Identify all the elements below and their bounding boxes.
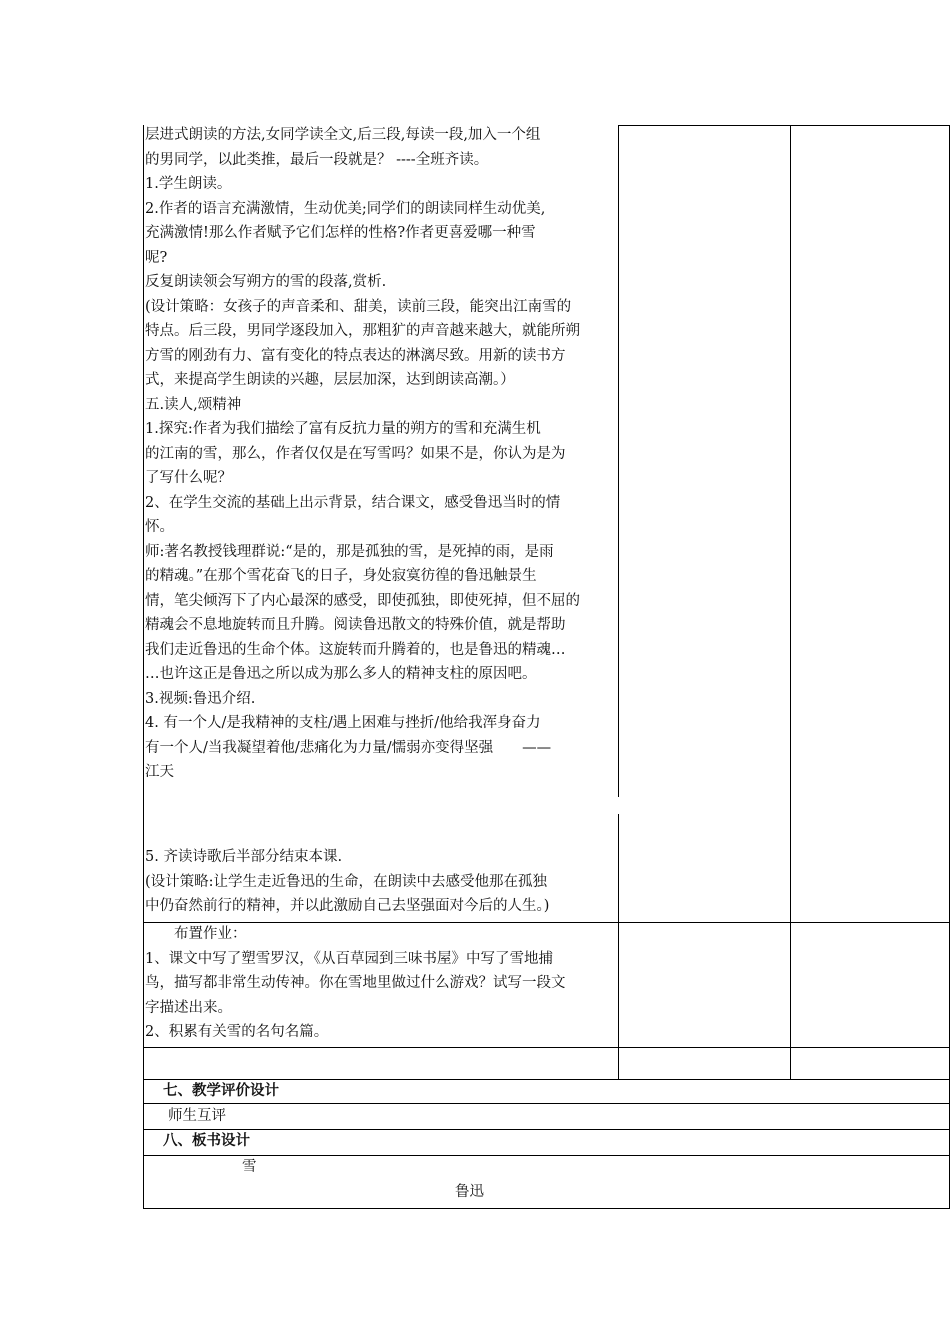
section-heading-evaluation: 七、教学评价设计	[163, 1083, 279, 1099]
text-line: 字描述出来。	[145, 999, 232, 1016]
text-line: 的江南的雪，那么，作者仅仅是在写雪吗？如果不是，你认为是为	[145, 445, 566, 462]
text-line: 布置作业：	[145, 926, 247, 942]
text-line: 江天	[145, 764, 174, 780]
text-line: 的男同学，以此类推，最后一段就是？ ----全班齐读。	[145, 151, 489, 168]
text-line: 式，来提高学生朗读的兴趣，层层加深，达到朗读高潮。）	[145, 372, 515, 388]
text-line: …也许这正是鲁迅之所以成为那么多人的精神支柱的原因吧。	[145, 666, 537, 682]
text-line: 精魂会不息地旋转而且升腾。阅读鲁迅散文的特殊价值，就是帮助	[145, 617, 566, 633]
text-line: 特点。后三段，男同学逐段加入，那粗犷的声音越来越大，就能所朔	[145, 323, 580, 339]
text-line: 有一个人/当我凝望着他/悲痛化为力量/懦弱亦变得坚强 ——	[145, 739, 552, 756]
text-line: 2.作者的语言充满激情，生动优美;同学们的朗读同样生动优美,	[145, 200, 546, 217]
text-line: (设计策略：女孩子的声音柔和、甜美，读前三段，能突出江南雪的	[145, 298, 572, 315]
text-line: (设计策略:让学生走近鲁迅的生命，在朗读中去感受他那在孤独	[145, 873, 548, 890]
text-line: 充满激情!那么作者赋予它们怎样的性格?作者更喜爱哪一种雪	[145, 225, 536, 241]
board-title: 雪	[242, 1159, 257, 1175]
lesson-closing-text	[145, 845, 615, 919]
text-line: 1.学生朗读。	[145, 176, 232, 192]
text-line: 我们走近鲁迅的生命个体。这旋转而升腾着的，也是鲁迅的精魂…	[145, 641, 566, 658]
evaluation-text: 师生互评	[168, 1108, 226, 1124]
text-line: 2、积累有关雪的名句名篇。	[145, 1024, 329, 1040]
text-line: 3.视频:鲁迅介绍.	[145, 690, 256, 707]
text-line: 1、课文中写了塑雪罗汉，《从百草园到三味书屋》中写了雪地捕	[145, 950, 553, 967]
text-line: 怀。	[145, 519, 174, 535]
text-line: 师:著名教授钱理群说:“是的，那是孤独的雪，是死掉的雨，是雨	[145, 543, 554, 560]
text-line: 5. 齐读诗歌后半部分结束本课.	[145, 849, 343, 865]
homework-text	[145, 922, 615, 1045]
lesson-procedure-text	[145, 123, 615, 785]
text-line: 了写什么呢？	[145, 470, 232, 486]
text-line: 鸟，描写都非常生动传神。你在雪地里做过什么游戏？试写一段文	[145, 975, 566, 991]
text-line: 的精魂。”在那个雪花奋飞的日子，身处寂寞彷徨的鲁迅触景生	[145, 568, 537, 584]
text-line: 中仍奋然前行的精神，并以此激励自己去坚强面对今后的人生。)	[145, 898, 550, 914]
text-line: 层进式朗读的方法,女同学读全文,后三段,每读一段,加入一个组	[145, 127, 541, 143]
text-line: 4. 有一个人/是我精神的支柱/遇上困难与挫折/他给我浑身奋力	[145, 715, 541, 731]
section-heading-board: 八、板书设计	[163, 1133, 250, 1149]
text-line: 情，笔尖倾泻下了内心最深的感受，即使孤独，即使死掉，但不屈的	[145, 592, 580, 609]
text-line: 1.探究:作者为我们描绘了富有反抗力量的朔方的雪和充满生机	[145, 421, 541, 437]
text-line: 五.读人,颂精神	[145, 396, 242, 413]
board-author: 鲁迅	[455, 1184, 484, 1200]
text-line: 方雪的刚劲有力、富有变化的特点表达的淋漓尽致。用新的读书方	[145, 347, 566, 364]
text-line: 反复朗读领会写朔方的雪的段落,赏析.	[145, 274, 387, 290]
text-line: 呢?	[145, 249, 168, 266]
text-line: 2、在学生交流的基础上出示背景，结合课文，感受鲁迅当时的情	[145, 494, 561, 511]
